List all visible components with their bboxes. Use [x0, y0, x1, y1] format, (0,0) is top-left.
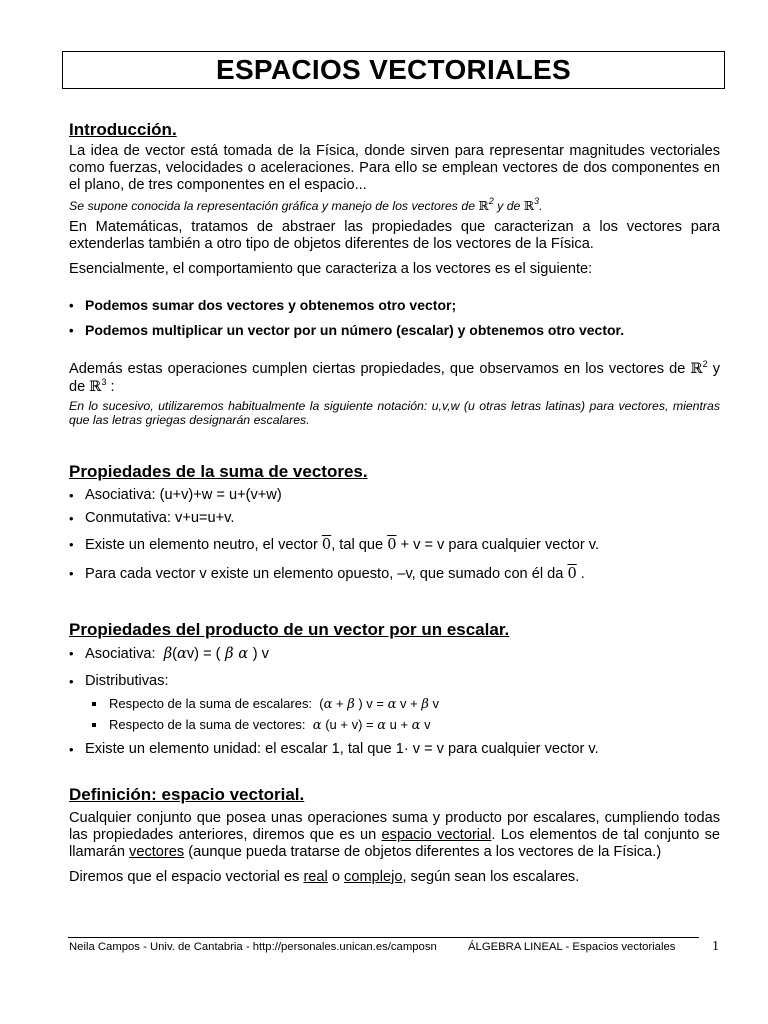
term-vectores: vectores [129, 843, 185, 860]
def-text-a: Cualquier conjunto que posea unas operaciones suma y producto por escalares, cumpliendo todas las propiedades anteriores, diremos que es un [69, 809, 720, 843]
list-item [69, 673, 720, 690]
intro-paragraph-3: Esencialmente, el comportamiento que caracteriza a los vectores es el siguiente: [69, 260, 593, 277]
definition-paragraph-2 [69, 869, 720, 886]
note1-text-a: Se supone conocida la representación gráfica y manejo de los vectores de [69, 199, 476, 213]
list-item [69, 536, 720, 554]
intro-paragraph-4: Además estas operaciones cumplen ciertas propiedades, que observamos en los vectores de ℝ$^2$ y de ℝ$^3$ : [69, 358, 720, 395]
list-item: • Conmutativa: v+u=u+v. [69, 510, 720, 527]
list-item: • Para cada vector v existe un elemento opuesto, –v, que sumado con él da 0 . [69, 565, 720, 583]
def2-text-o: o [331, 868, 340, 885]
intro-note-1: Se supone conocida la representación gráfica y manejo de los vectores de ℝ$^2$ y de ℝ$^3$. [69, 196, 543, 213]
sum-properties-heading: Propiedades de la suma de vectores. [69, 461, 368, 481]
footer-author: Neila Campos - Univ. de Cantabria - http://personales.unican.es/camposn [69, 941, 437, 953]
list-item: Respecto de la suma de escalares: (α + β ) v = α v + β v [92, 694, 720, 715]
def2-text-a: Diremos que el espacio vectorial es [69, 868, 300, 885]
neutral-text-c: + v = v para cualquier vector v. [400, 536, 600, 553]
p4-text-b: y de [69, 360, 720, 395]
title-box [62, 51, 725, 89]
r-symbol: ℝ [89, 377, 102, 395]
term-complejo: complejo [344, 868, 403, 885]
neutral-text-b: , tal que [331, 536, 384, 553]
associative-label: Asociativa: [85, 645, 156, 662]
vector-sum-label: Respecto de la suma de vectores: [109, 716, 306, 732]
intro-paragraph-1: La idea de vector está tomada de la Física, donde sirven para representar magnitudes vectoriales como fuerzas, velocidades o aceleraciones. Para ello se emplean vectores de dos componentes en el plano, de tres componentes en el espacio... [69, 143, 720, 193]
list-item: • Podemos multiplicar un vector por un número (escalar) y obtenemos otro vector. [69, 322, 720, 339]
superscript-2: 2 [702, 358, 708, 369]
p4-text-a: Además estas operaciones cumplen ciertas propiedades, que observamos en los vectores de [69, 360, 686, 377]
unit-property-list [69, 741, 720, 758]
distributive-sublist [69, 694, 720, 736]
footer-divider [68, 937, 699, 938]
def-text-b: . Los elementos de tal conjunto se llamarán [69, 826, 721, 860]
r-symbol: ℝ [478, 199, 489, 213]
definition-heading: Definición: espacio vectorial. [69, 784, 305, 804]
note1-text-b: y de [497, 199, 521, 213]
superscript-3: 3 [534, 196, 540, 206]
neutral-text-a: Existe un elemento neutro, el vector [85, 536, 318, 553]
intro-paragraph-2: En Matemáticas, tratamos de abstraer las propiedades que caracterizan a los vectores para extenderlas también a otro tipo de objetos diferentes de los vectores de la Física. [69, 218, 720, 252]
product-properties-heading: Propiedades del producto de un vector por un escalar. [69, 619, 510, 639]
term-espacio-vectorial: espacio vectorial [381, 826, 492, 843]
list-item: • Asociativa: (u+v)+w = u+(v+w) [69, 487, 720, 504]
r-symbol: ℝ [690, 359, 703, 377]
distributive-label: Distributivas: [85, 672, 169, 689]
def-text-c: (aunque pueda tratarse de objetos diferentes a los vectores de la Física.) [188, 843, 662, 860]
footer-course: ÁLGEBRA LINEAL - Espacios vectoriales [468, 941, 676, 953]
zero-vector-symbol: 0 [321, 535, 332, 553]
def2-text-b: , según sean los escalares. [402, 868, 580, 885]
intro-note-2: En lo sucesivo, utilizaremos habitualmente la siguiente notación: u,v,w (u otras letras latinas) para vectores, mientras que las letras griegas designarán escalares. [69, 398, 720, 427]
sum-properties-list [69, 487, 720, 583]
operations-list [69, 297, 720, 339]
list-item: Respecto de la suma de vectores: α (u + v) = α u + α v [92, 715, 720, 736]
r-symbol: ℝ [523, 199, 535, 213]
page-number: 1 [712, 939, 719, 954]
zero-vector-symbol: 0 [387, 535, 397, 553]
definition-paragraph-1 [69, 810, 720, 861]
scalar-sum-label: Respecto de la suma de escalares: [109, 695, 313, 711]
opposite-text: Para cada vector v existe un elemento opuesto, –v, que sumado con él da [85, 565, 564, 582]
zero-vector-symbol: 0 [567, 564, 577, 582]
list-item: • Podemos sumar dos vectores y obtenemos otro vector; [69, 297, 720, 314]
content [69, 120, 720, 886]
term-real: real [303, 868, 328, 885]
superscript-3: 3 [101, 376, 107, 387]
list-item: • Asociativa: β(αv) = ( β α ) v [69, 645, 720, 663]
page-title: ESPACIOS VECTORIALES [215, 54, 572, 85]
list-item: • Existe un elemento unidad: el escalar 1, tal que 1· v = v para cualquier vector v. [69, 741, 720, 758]
intro-heading: Introducción. [69, 120, 177, 139]
superscript-2: 2 [488, 196, 494, 206]
product-properties-list [69, 645, 720, 690]
